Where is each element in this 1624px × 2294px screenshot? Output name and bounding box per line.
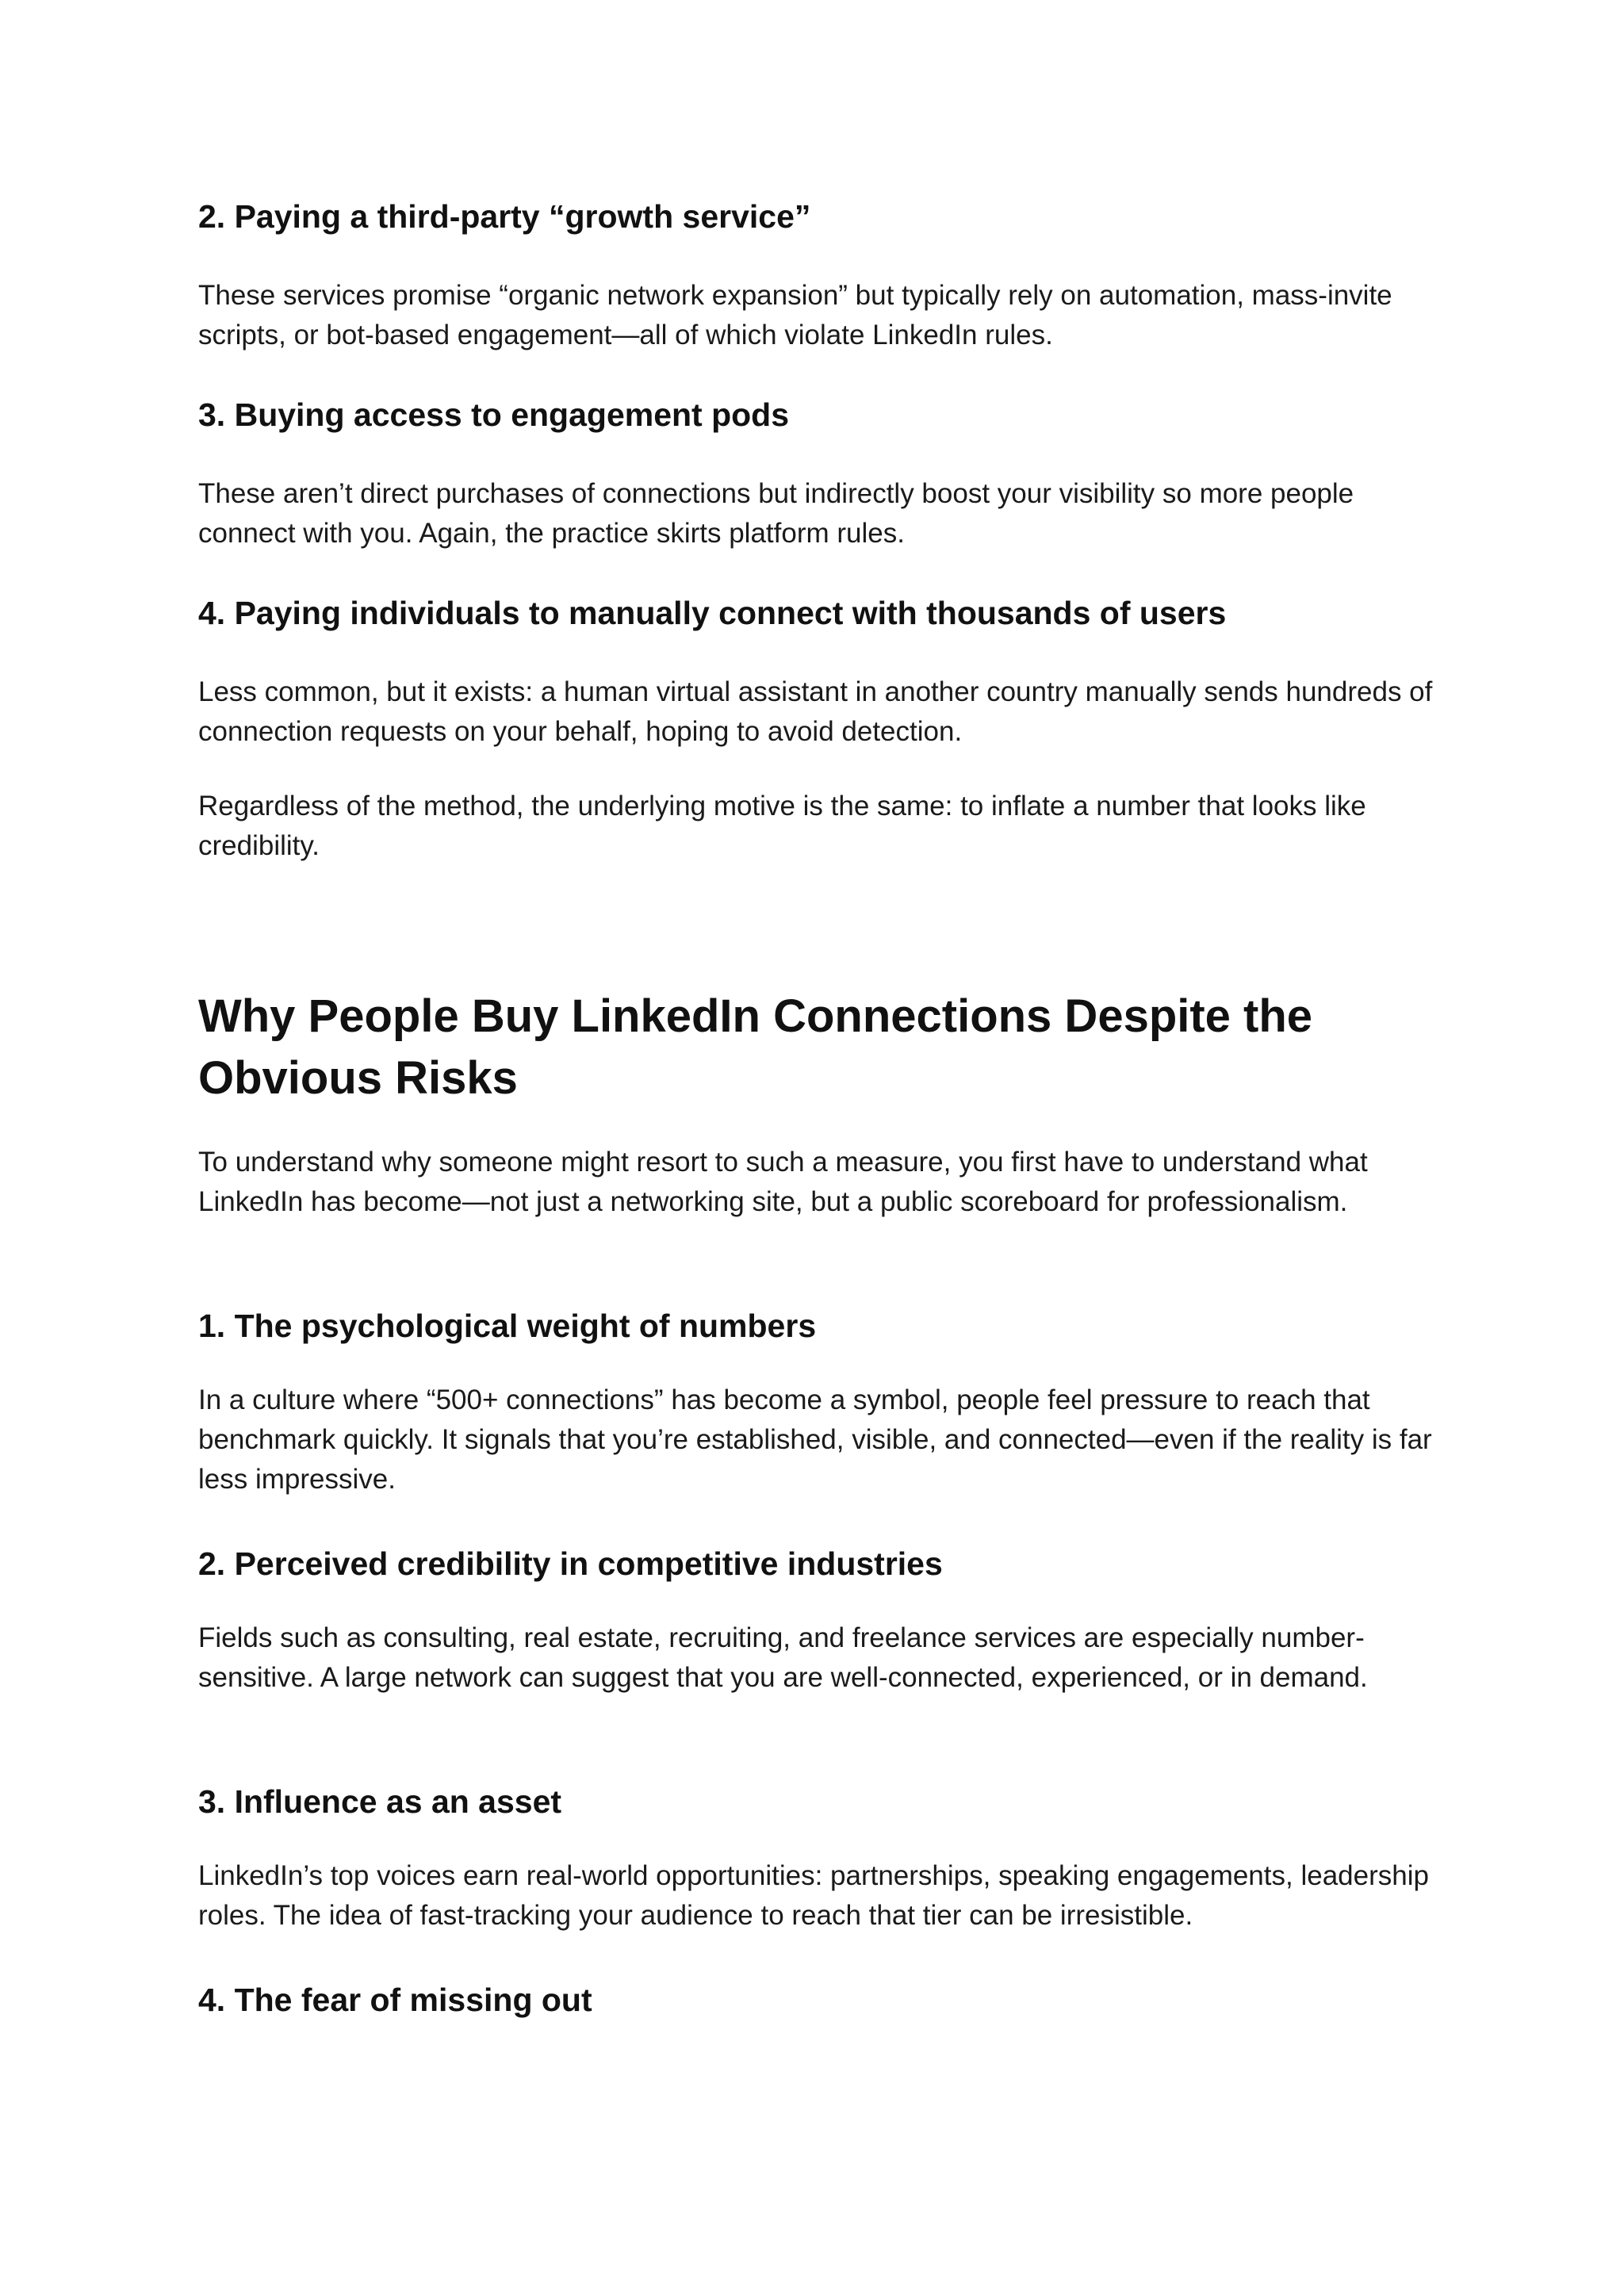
reason-paragraph-credibility: Fields such as consulting, real estate, recruiting, and freelance services are especially number-sensitive. A large network can suggest that you are well-connected, experienced, or in demand. [198, 1622, 1368, 1693]
section-heading-paying-individuals: 4. Paying individuals to manually connect with thousands of users [198, 595, 1227, 631]
section-heading-engagement-pods: 3. Buying access to engagement pods [198, 396, 790, 433]
paragraph-summary: Regardless of the method, the underlying motive is the same: to inflate a number that looks like credibility. [198, 791, 1366, 861]
reason-heading-numbers: 1. The psychological weight of numbers [198, 1308, 817, 1344]
reason-heading-fomo: 4. The fear of missing out [198, 1982, 592, 2018]
paragraph-paying-individuals: Less common, but it exists: a human virtual assistant in another country manually sends hundreds of connection requests on your behalf, hoping to avoid detection. [198, 676, 1433, 747]
paragraph-growth-service: These services promise “organic network expansion” but typically rely on automation, mass-invite scripts, or bot-based engagement—all of which violate LinkedIn rules. [198, 280, 1392, 350]
reason-heading-credibility: 2. Perceived credibility in competitive industries [198, 1545, 943, 1582]
reason-paragraph-influence: LinkedIn’s top voices earn real-world opportunities: partnerships, speaking engagements, leadership roles. The idea of fast-tracking your audience to reach that tier can be irresistible. [198, 1860, 1429, 1931]
section-heading-growth-service: 2. Paying a third-party “growth service” [198, 198, 811, 235]
reason-paragraph-numbers: In a culture where “500+ connections” has become a symbol, people feel pressure to reach that benchmark quickly. It signals that you’re established, visible, and connected—even if the reality is far less impressive. [198, 1384, 1432, 1495]
reason-heading-influence: 3. Influence as an asset [198, 1783, 562, 1820]
main-heading-why-people-buy: Why People Buy LinkedIn Connections Despite the Obvious Risks [198, 990, 1313, 1104]
paragraph-intro: To understand why someone might resort to such a measure, you first have to understand what LinkedIn has become—not just a networking site, but a public scoreboard for professionalism. [198, 1147, 1368, 1217]
paragraph-engagement-pods: These aren’t direct purchases of connections but indirectly boost your visibility so more people connect with you. Again, the practice skirts platform rules. [198, 478, 1354, 549]
